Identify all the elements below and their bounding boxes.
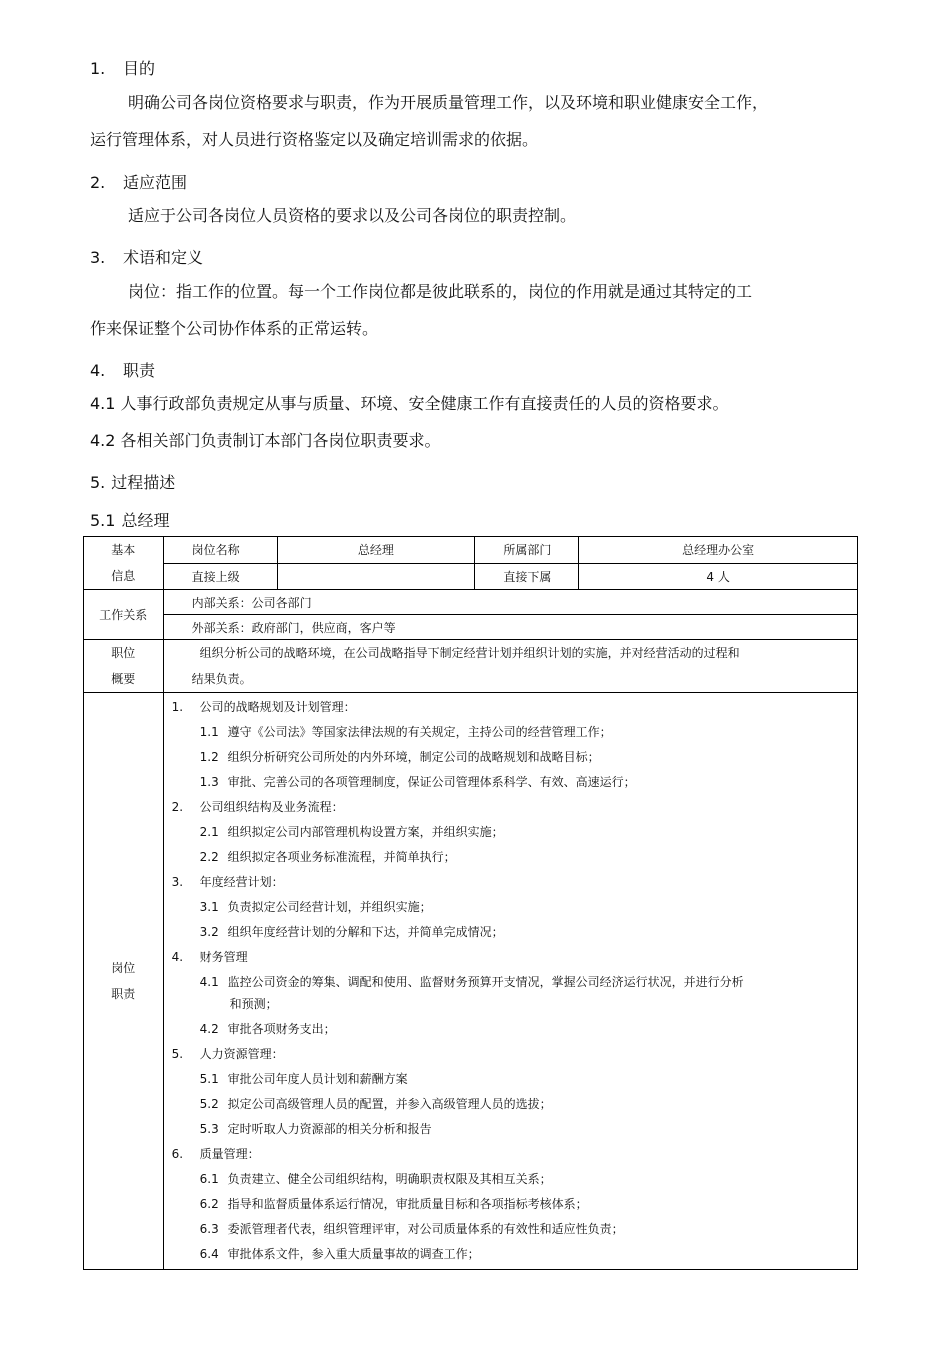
- duty-number: 5.1: [199, 1072, 219, 1086]
- table-row: [84, 640, 858, 693]
- external-relation: 外部关系：政府部门，供应商，客户等: [163, 615, 857, 640]
- duty-text: 审批、完善公司的各项管理制度，保证公司管理体系科学、有效、高速运行；: [227, 775, 636, 789]
- section-1-heading: [90, 56, 155, 79]
- duty-number: 6.2: [199, 1197, 219, 1211]
- subordinate-value: 4 人: [579, 563, 858, 590]
- duty-item: [172, 1117, 857, 1142]
- duty-number: 2.2: [199, 850, 219, 864]
- section-number: 2.: [90, 173, 106, 192]
- duty-text: 年度经营计划：: [199, 875, 284, 889]
- duty-text: 监控公司资金的筹集、调配和使用、监督财务预算开支情况，掌握公司经济运行状况，并进行分析: [227, 975, 744, 989]
- paragraph-line: 适应于公司各岗位人员资格的要求以及公司各岗位的职责控制。: [128, 206, 577, 225]
- duty-item: [172, 895, 857, 920]
- section-1-body: [90, 84, 850, 158]
- duty-number: 2.1: [199, 825, 219, 839]
- section-3-heading: [90, 245, 203, 268]
- table-row: [84, 537, 858, 564]
- duty-text: 公司的战略规划及计划管理：: [199, 700, 356, 714]
- duty-item: [172, 720, 857, 745]
- duty-number: 6.4: [199, 1247, 219, 1261]
- duty-item: [172, 1217, 857, 1242]
- duty-item: [172, 845, 857, 870]
- duty-number: 4.2: [199, 1022, 219, 1036]
- duties-label: [84, 693, 164, 1270]
- dept-label: 所属部门: [475, 537, 579, 564]
- table-row: [84, 590, 858, 615]
- paragraph-line: 明确公司各岗位资格要求与职责，作为开展质量管理工作，以及环境和职业健康安全工作，: [128, 93, 769, 112]
- post-name-label: 岗位名称: [163, 537, 277, 564]
- duty-item: [172, 1067, 857, 1092]
- duty-text: 人力资源管理：: [199, 1047, 284, 1061]
- duty-text: 质量管理：: [199, 1147, 260, 1161]
- duty-text: 审批各项财务支出；: [227, 1022, 336, 1036]
- section-title: 术语和定义: [123, 248, 204, 267]
- section-3-body: [90, 273, 850, 347]
- label-line: 职责: [111, 987, 136, 1001]
- duty-item: [172, 1192, 857, 1217]
- duty-item: [172, 870, 857, 895]
- duty-number: 3.: [171, 875, 184, 889]
- duty-item-continuation: [172, 995, 857, 1017]
- duty-number: 4.: [171, 950, 184, 964]
- paragraph-line: 作来保证整个公司协作体系的正常运转。: [90, 319, 379, 338]
- duty-item: [172, 1142, 857, 1167]
- subordinate-label: 直接下属: [475, 563, 579, 590]
- section-number: 5.: [90, 473, 106, 492]
- section-number: 1.: [90, 59, 106, 78]
- duty-number: 6.: [171, 1147, 184, 1161]
- paragraph-line: 运行管理体系，对人员进行资格鉴定以及确定培训需求的依据。: [90, 130, 539, 149]
- duties-list: [163, 693, 857, 1270]
- duty-text: 组织分析研究公司所处的内外环境，制定公司的战略规划和战略目标；: [227, 750, 600, 764]
- section-title: 过程描述: [111, 473, 176, 492]
- label-line: 职位: [111, 646, 136, 660]
- duty-text: 负责拟定公司经营计划，并组织实施；: [227, 900, 432, 914]
- duty-number: 3.2: [199, 925, 219, 939]
- label-line: 信息: [111, 569, 136, 583]
- paragraph-line: 岗位：指工作的位置。每一个工作岗位都是彼此联系的，岗位的作用就是通过其特定的工: [128, 282, 753, 301]
- duty-item: [172, 1167, 857, 1192]
- duty-text: 组织年度经营计划的分解和下达，并简单完成情况；: [227, 925, 504, 939]
- table-row: [84, 615, 858, 640]
- table-row: [84, 563, 858, 590]
- duty-text: 定时听取人力资源部的相关分析和报告: [227, 1122, 432, 1136]
- duty-item: [172, 1017, 857, 1042]
- overview-line: 结果负责。: [191, 672, 252, 686]
- duty-text: 指导和监督质量体系运行情况，审批质量目标和各项指标考核体系；: [227, 1197, 588, 1211]
- section-number: 4.: [90, 361, 106, 380]
- overview-text: [163, 640, 857, 693]
- section-title: 总经理: [121, 511, 170, 530]
- superior-label: 直接上级: [163, 563, 277, 590]
- section-title: 目的: [123, 59, 156, 78]
- duty-item: [172, 945, 857, 970]
- section-4-heading: [90, 358, 155, 381]
- duty-text: 组织拟定各项业务标准流程，并简单执行；: [227, 850, 456, 864]
- duty-text: 负责建立、健全公司组织结构，明确职责权限及其相互关系；: [227, 1172, 552, 1186]
- duty-text: 委派管理者代表，组织管理评审，对公司质量体系的有效性和适应性负责；: [227, 1222, 624, 1236]
- duty-text: 和预测；: [229, 997, 278, 1011]
- duty-item: [172, 795, 857, 820]
- section-5-heading: [90, 470, 175, 493]
- table-row: [84, 693, 858, 1270]
- duty-number: 1.1: [199, 725, 219, 739]
- post-name-value: 总经理: [277, 537, 475, 564]
- duty-item: [172, 820, 857, 845]
- duty-item: [172, 920, 857, 945]
- duty-number: 6.1: [199, 1172, 219, 1186]
- duty-number: 5.2: [199, 1097, 219, 1111]
- label-line: 岗位: [111, 961, 136, 975]
- dept-value: 总经理办公室: [579, 537, 858, 564]
- duty-item: [172, 1042, 857, 1067]
- duty-number: 6.3: [199, 1222, 219, 1236]
- overview-line: 组织分析公司的战略环境，在公司战略指导下制定经营计划并组织计划的实施，并对经营活动的过程和: [199, 646, 740, 660]
- duty-text: 审批公司年度人员计划和薪酬方案: [227, 1072, 408, 1086]
- section-title: 适应范围: [123, 173, 188, 192]
- section-number: 5.1: [90, 511, 116, 530]
- basic-info-label: [84, 537, 164, 590]
- section-5-1-heading: [90, 508, 169, 531]
- label-line: 基本: [111, 543, 136, 557]
- internal-relation: 内部关系：公司各部门: [163, 590, 857, 615]
- label-line: 概要: [111, 672, 136, 686]
- job-description-table: [83, 536, 858, 1270]
- section-2-body: [90, 197, 850, 234]
- duty-item: [172, 770, 857, 795]
- duty-number: 5.: [171, 1047, 184, 1061]
- duty-number: 1.: [171, 700, 184, 714]
- duty-number: 3.1: [199, 900, 219, 914]
- duty-number: 5.3: [199, 1122, 219, 1136]
- duty-number: 1.2: [199, 750, 219, 764]
- duty-text: 公司组织结构及业务流程：: [199, 800, 344, 814]
- superior-value: [277, 563, 475, 590]
- section-title: 职责: [123, 361, 156, 380]
- duty-number: 2.: [171, 800, 184, 814]
- duty-text: 拟定公司高级管理人员的配置，并参入高级管理人员的选拔；: [227, 1097, 552, 1111]
- duty-text: 财务管理: [199, 950, 248, 964]
- duty-number: 4.1: [199, 975, 219, 989]
- duty-text: 审批体系文件，参入重大质量事故的调查工作；: [227, 1247, 480, 1261]
- section-4-body: [90, 385, 850, 459]
- work-relation-label: 工作关系: [84, 590, 164, 640]
- duty-number: 1.3: [199, 775, 219, 789]
- duty-item: [172, 745, 857, 770]
- duty-text: 组织拟定公司内部管理机构设置方案，并组织实施；: [227, 825, 504, 839]
- duty-item: [172, 1092, 857, 1117]
- duty-item: [172, 970, 857, 995]
- duty-text: 遵守《公司法》等国家法律法规的有关规定，主持公司的经营管理工作；: [227, 725, 612, 739]
- overview-label: [84, 640, 164, 693]
- list-item: 4.2 各相关部门负责制订本部门各岗位职责要求。: [90, 431, 441, 450]
- list-item: 4.1 人事行政部负责规定从事与质量、环境、安全健康工作有直接责任的人员的资格要求。: [90, 394, 729, 413]
- duty-item: [172, 695, 857, 720]
- section-number: 3.: [90, 248, 106, 267]
- section-2-heading: [90, 170, 187, 193]
- duty-item: [172, 1242, 857, 1267]
